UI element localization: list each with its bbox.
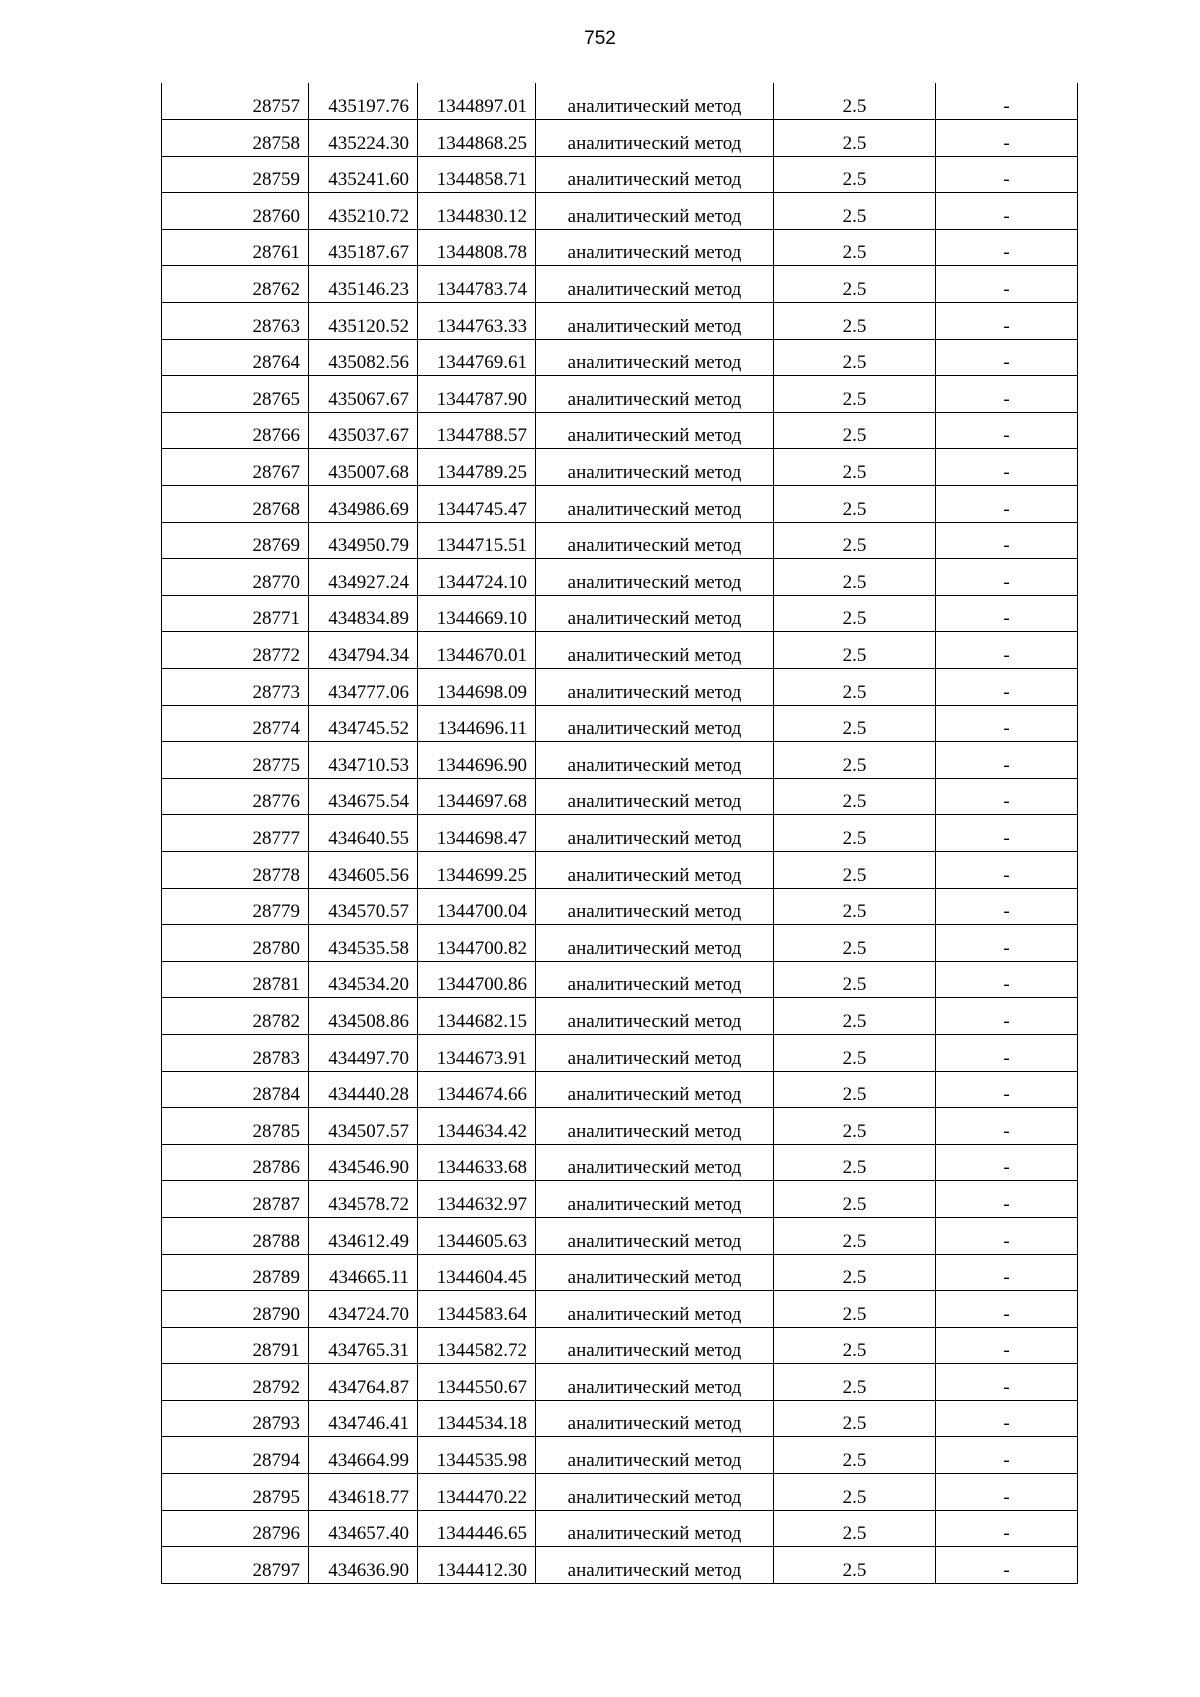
x-coordinate-cell: 434746.41 bbox=[309, 1400, 418, 1437]
description-cell: - bbox=[936, 1474, 1078, 1511]
method-cell: аналитический метод bbox=[536, 1071, 774, 1108]
point-number-cell: 28779 bbox=[162, 888, 309, 925]
point-number-cell: 28759 bbox=[162, 156, 309, 193]
x-coordinate-cell: 435120.52 bbox=[309, 303, 418, 340]
table-row bbox=[162, 156, 1078, 193]
table-row bbox=[162, 1400, 1078, 1437]
x-coordinate-cell: 435224.30 bbox=[309, 120, 418, 157]
accuracy-cell: 2.5 bbox=[774, 266, 936, 303]
table-row bbox=[162, 669, 1078, 706]
point-number-cell: 28777 bbox=[162, 815, 309, 852]
table-row bbox=[162, 1071, 1078, 1108]
method-cell: аналитический метод bbox=[536, 1034, 774, 1071]
method-cell: аналитический метод bbox=[536, 229, 774, 266]
accuracy-cell: 2.5 bbox=[774, 83, 936, 120]
description-cell: - bbox=[936, 851, 1078, 888]
accuracy-cell: 2.5 bbox=[774, 522, 936, 559]
x-coordinate-cell: 434640.55 bbox=[309, 815, 418, 852]
x-coordinate-cell: 434440.28 bbox=[309, 1071, 418, 1108]
table-row bbox=[162, 1144, 1078, 1181]
description-cell: - bbox=[936, 486, 1078, 523]
description-cell: - bbox=[936, 1034, 1078, 1071]
x-coordinate-cell: 435187.67 bbox=[309, 229, 418, 266]
table-row bbox=[162, 925, 1078, 962]
point-number-cell: 28791 bbox=[162, 1327, 309, 1364]
method-cell: аналитический метод bbox=[536, 632, 774, 669]
point-number-cell: 28761 bbox=[162, 229, 309, 266]
y-coordinate-cell: 1344763.33 bbox=[418, 303, 536, 340]
point-number-cell: 28787 bbox=[162, 1181, 309, 1218]
y-coordinate-cell: 1344698.09 bbox=[418, 669, 536, 706]
point-number-cell: 28788 bbox=[162, 1217, 309, 1254]
table-row bbox=[162, 778, 1078, 815]
x-coordinate-cell: 434570.57 bbox=[309, 888, 418, 925]
point-number-cell: 28794 bbox=[162, 1437, 309, 1474]
accuracy-cell: 2.5 bbox=[774, 120, 936, 157]
method-cell: аналитический метод bbox=[536, 339, 774, 376]
y-coordinate-cell: 1344696.11 bbox=[418, 705, 536, 742]
point-number-cell: 28785 bbox=[162, 1108, 309, 1145]
description-cell: - bbox=[936, 669, 1078, 706]
accuracy-cell: 2.5 bbox=[774, 193, 936, 230]
accuracy-cell: 2.5 bbox=[774, 778, 936, 815]
y-coordinate-cell: 1344632.97 bbox=[418, 1181, 536, 1218]
x-coordinate-cell: 435037.67 bbox=[309, 412, 418, 449]
point-number-cell: 28783 bbox=[162, 1034, 309, 1071]
y-coordinate-cell: 1344550.67 bbox=[418, 1364, 536, 1401]
point-number-cell: 28781 bbox=[162, 961, 309, 998]
point-number-cell: 28784 bbox=[162, 1071, 309, 1108]
method-cell: аналитический метод bbox=[536, 669, 774, 706]
accuracy-cell: 2.5 bbox=[774, 1291, 936, 1328]
table-row bbox=[162, 961, 1078, 998]
method-cell: аналитический метод bbox=[536, 925, 774, 962]
accuracy-cell: 2.5 bbox=[774, 888, 936, 925]
x-coordinate-cell: 434534.20 bbox=[309, 961, 418, 998]
table-row bbox=[162, 1034, 1078, 1071]
method-cell: аналитический метод bbox=[536, 595, 774, 632]
description-cell: - bbox=[936, 412, 1078, 449]
x-coordinate-cell: 434724.70 bbox=[309, 1291, 418, 1328]
point-number-cell: 28773 bbox=[162, 669, 309, 706]
y-coordinate-cell: 1344604.45 bbox=[418, 1254, 536, 1291]
point-number-cell: 28776 bbox=[162, 778, 309, 815]
accuracy-cell: 2.5 bbox=[774, 1071, 936, 1108]
accuracy-cell: 2.5 bbox=[774, 1474, 936, 1511]
y-coordinate-cell: 1344769.61 bbox=[418, 339, 536, 376]
y-coordinate-cell: 1344633.68 bbox=[418, 1144, 536, 1181]
accuracy-cell: 2.5 bbox=[774, 851, 936, 888]
y-coordinate-cell: 1344446.65 bbox=[418, 1510, 536, 1547]
accuracy-cell: 2.5 bbox=[774, 1327, 936, 1364]
description-cell: - bbox=[936, 376, 1078, 413]
y-coordinate-cell: 1344897.01 bbox=[418, 83, 536, 120]
point-number-cell: 28762 bbox=[162, 266, 309, 303]
method-cell: аналитический метод bbox=[536, 1144, 774, 1181]
point-number-cell: 28775 bbox=[162, 742, 309, 779]
point-number-cell: 28769 bbox=[162, 522, 309, 559]
method-cell: аналитический метод bbox=[536, 705, 774, 742]
description-cell: - bbox=[936, 961, 1078, 998]
page-number: 752 bbox=[584, 28, 616, 49]
description-cell: - bbox=[936, 1437, 1078, 1474]
x-coordinate-cell: 435067.67 bbox=[309, 376, 418, 413]
description-cell: - bbox=[936, 888, 1078, 925]
y-coordinate-cell: 1344783.74 bbox=[418, 266, 536, 303]
point-number-cell: 28758 bbox=[162, 120, 309, 157]
table-row bbox=[162, 851, 1078, 888]
table-row bbox=[162, 486, 1078, 523]
coordinates-table bbox=[161, 83, 1078, 1584]
method-cell: аналитический метод bbox=[536, 266, 774, 303]
description-cell: - bbox=[936, 83, 1078, 120]
y-coordinate-cell: 1344583.64 bbox=[418, 1291, 536, 1328]
description-cell: - bbox=[936, 1071, 1078, 1108]
table-row bbox=[162, 266, 1078, 303]
table-row bbox=[162, 632, 1078, 669]
description-cell: - bbox=[936, 742, 1078, 779]
y-coordinate-cell: 1344700.86 bbox=[418, 961, 536, 998]
y-coordinate-cell: 1344699.25 bbox=[418, 851, 536, 888]
accuracy-cell: 2.5 bbox=[774, 815, 936, 852]
accuracy-cell: 2.5 bbox=[774, 1181, 936, 1218]
x-coordinate-cell: 434657.40 bbox=[309, 1510, 418, 1547]
y-coordinate-cell: 1344582.72 bbox=[418, 1327, 536, 1364]
table-row bbox=[162, 339, 1078, 376]
description-cell: - bbox=[936, 1400, 1078, 1437]
accuracy-cell: 2.5 bbox=[774, 1144, 936, 1181]
table-row bbox=[162, 705, 1078, 742]
accuracy-cell: 2.5 bbox=[774, 1510, 936, 1547]
y-coordinate-cell: 1344697.68 bbox=[418, 778, 536, 815]
y-coordinate-cell: 1344700.82 bbox=[418, 925, 536, 962]
y-coordinate-cell: 1344808.78 bbox=[418, 229, 536, 266]
table-row bbox=[162, 1217, 1078, 1254]
accuracy-cell: 2.5 bbox=[774, 449, 936, 486]
table-row bbox=[162, 1254, 1078, 1291]
x-coordinate-cell: 434612.49 bbox=[309, 1217, 418, 1254]
accuracy-cell: 2.5 bbox=[774, 1108, 936, 1145]
y-coordinate-cell: 1344605.63 bbox=[418, 1217, 536, 1254]
x-coordinate-cell: 434765.31 bbox=[309, 1327, 418, 1364]
table-row bbox=[162, 412, 1078, 449]
y-coordinate-cell: 1344669.10 bbox=[418, 595, 536, 632]
method-cell: аналитический метод bbox=[536, 522, 774, 559]
x-coordinate-cell: 434950.79 bbox=[309, 522, 418, 559]
method-cell: аналитический метод bbox=[536, 1254, 774, 1291]
x-coordinate-cell: 434764.87 bbox=[309, 1364, 418, 1401]
table-row bbox=[162, 522, 1078, 559]
x-coordinate-cell: 434927.24 bbox=[309, 559, 418, 596]
table-row bbox=[162, 1474, 1078, 1511]
point-number-cell: 28770 bbox=[162, 559, 309, 596]
point-number-cell: 28768 bbox=[162, 486, 309, 523]
table-row bbox=[162, 193, 1078, 230]
y-coordinate-cell: 1344673.91 bbox=[418, 1034, 536, 1071]
description-cell: - bbox=[936, 266, 1078, 303]
point-number-cell: 28789 bbox=[162, 1254, 309, 1291]
y-coordinate-cell: 1344868.25 bbox=[418, 120, 536, 157]
description-cell: - bbox=[936, 1254, 1078, 1291]
x-coordinate-cell: 434636.90 bbox=[309, 1547, 418, 1584]
x-coordinate-cell: 434777.06 bbox=[309, 669, 418, 706]
description-cell: - bbox=[936, 1327, 1078, 1364]
table-row bbox=[162, 998, 1078, 1035]
description-cell: - bbox=[936, 193, 1078, 230]
point-number-cell: 28771 bbox=[162, 595, 309, 632]
accuracy-cell: 2.5 bbox=[774, 1364, 936, 1401]
table-row bbox=[162, 1510, 1078, 1547]
x-coordinate-cell: 434497.70 bbox=[309, 1034, 418, 1071]
table-row bbox=[162, 1327, 1078, 1364]
y-coordinate-cell: 1344700.04 bbox=[418, 888, 536, 925]
table-row bbox=[162, 229, 1078, 266]
x-coordinate-cell: 434834.89 bbox=[309, 595, 418, 632]
accuracy-cell: 2.5 bbox=[774, 998, 936, 1035]
point-number-cell: 28767 bbox=[162, 449, 309, 486]
accuracy-cell: 2.5 bbox=[774, 1254, 936, 1291]
y-coordinate-cell: 1344696.90 bbox=[418, 742, 536, 779]
method-cell: аналитический метод bbox=[536, 83, 774, 120]
method-cell: аналитический метод bbox=[536, 778, 774, 815]
accuracy-cell: 2.5 bbox=[774, 486, 936, 523]
method-cell: аналитический метод bbox=[536, 1291, 774, 1328]
method-cell: аналитический метод bbox=[536, 1108, 774, 1145]
method-cell: аналитический метод bbox=[536, 1181, 774, 1218]
x-coordinate-cell: 434535.58 bbox=[309, 925, 418, 962]
x-coordinate-cell: 435082.56 bbox=[309, 339, 418, 376]
accuracy-cell: 2.5 bbox=[774, 742, 936, 779]
accuracy-cell: 2.5 bbox=[774, 669, 936, 706]
accuracy-cell: 2.5 bbox=[774, 412, 936, 449]
x-coordinate-cell: 434986.69 bbox=[309, 486, 418, 523]
y-coordinate-cell: 1344670.01 bbox=[418, 632, 536, 669]
description-cell: - bbox=[936, 778, 1078, 815]
method-cell: аналитический метод bbox=[536, 1510, 774, 1547]
table-row bbox=[162, 742, 1078, 779]
description-cell: - bbox=[936, 1217, 1078, 1254]
method-cell: аналитический метод bbox=[536, 156, 774, 193]
point-number-cell: 28763 bbox=[162, 303, 309, 340]
x-coordinate-cell: 434664.99 bbox=[309, 1437, 418, 1474]
method-cell: аналитический метод bbox=[536, 449, 774, 486]
y-coordinate-cell: 1344634.42 bbox=[418, 1108, 536, 1145]
description-cell: - bbox=[936, 522, 1078, 559]
point-number-cell: 28764 bbox=[162, 339, 309, 376]
description-cell: - bbox=[936, 303, 1078, 340]
accuracy-cell: 2.5 bbox=[774, 595, 936, 632]
y-coordinate-cell: 1344715.51 bbox=[418, 522, 536, 559]
point-number-cell: 28774 bbox=[162, 705, 309, 742]
x-coordinate-cell: 434710.53 bbox=[309, 742, 418, 779]
accuracy-cell: 2.5 bbox=[774, 559, 936, 596]
point-number-cell: 28772 bbox=[162, 632, 309, 669]
method-cell: аналитический метод bbox=[536, 815, 774, 852]
x-coordinate-cell: 435210.72 bbox=[309, 193, 418, 230]
accuracy-cell: 2.5 bbox=[774, 1437, 936, 1474]
y-coordinate-cell: 1344682.15 bbox=[418, 998, 536, 1035]
description-cell: - bbox=[936, 705, 1078, 742]
y-coordinate-cell: 1344412.30 bbox=[418, 1547, 536, 1584]
x-coordinate-cell: 435007.68 bbox=[309, 449, 418, 486]
description-cell: - bbox=[936, 449, 1078, 486]
x-coordinate-cell: 435241.60 bbox=[309, 156, 418, 193]
method-cell: аналитический метод bbox=[536, 376, 774, 413]
method-cell: аналитический метод bbox=[536, 303, 774, 340]
accuracy-cell: 2.5 bbox=[774, 925, 936, 962]
table-row bbox=[162, 83, 1078, 120]
table-row bbox=[162, 1291, 1078, 1328]
point-number-cell: 28760 bbox=[162, 193, 309, 230]
x-coordinate-cell: 434794.34 bbox=[309, 632, 418, 669]
description-cell: - bbox=[936, 1364, 1078, 1401]
method-cell: аналитический метод bbox=[536, 1437, 774, 1474]
table-row bbox=[162, 120, 1078, 157]
y-coordinate-cell: 1344745.47 bbox=[418, 486, 536, 523]
method-cell: аналитический метод bbox=[536, 1364, 774, 1401]
method-cell: аналитический метод bbox=[536, 961, 774, 998]
y-coordinate-cell: 1344674.66 bbox=[418, 1071, 536, 1108]
point-number-cell: 28790 bbox=[162, 1291, 309, 1328]
coordinates-table-body bbox=[162, 83, 1078, 1583]
description-cell: - bbox=[936, 998, 1078, 1035]
method-cell: аналитический метод bbox=[536, 1474, 774, 1511]
table-row bbox=[162, 1181, 1078, 1218]
table-row bbox=[162, 1364, 1078, 1401]
method-cell: аналитический метод bbox=[536, 888, 774, 925]
description-cell: - bbox=[936, 120, 1078, 157]
x-coordinate-cell: 434578.72 bbox=[309, 1181, 418, 1218]
method-cell: аналитический метод bbox=[536, 120, 774, 157]
description-cell: - bbox=[936, 925, 1078, 962]
table-row bbox=[162, 1108, 1078, 1145]
point-number-cell: 28765 bbox=[162, 376, 309, 413]
accuracy-cell: 2.5 bbox=[774, 229, 936, 266]
x-coordinate-cell: 434665.11 bbox=[309, 1254, 418, 1291]
accuracy-cell: 2.5 bbox=[774, 156, 936, 193]
description-cell: - bbox=[936, 1108, 1078, 1145]
accuracy-cell: 2.5 bbox=[774, 632, 936, 669]
method-cell: аналитический метод bbox=[536, 1547, 774, 1584]
x-coordinate-cell: 434618.77 bbox=[309, 1474, 418, 1511]
point-number-cell: 28796 bbox=[162, 1510, 309, 1547]
y-coordinate-cell: 1344789.25 bbox=[418, 449, 536, 486]
x-coordinate-cell: 434508.86 bbox=[309, 998, 418, 1035]
method-cell: аналитический метод bbox=[536, 851, 774, 888]
method-cell: аналитический метод bbox=[536, 193, 774, 230]
description-cell: - bbox=[936, 1181, 1078, 1218]
description-cell: - bbox=[936, 156, 1078, 193]
point-number-cell: 28792 bbox=[162, 1364, 309, 1401]
y-coordinate-cell: 1344724.10 bbox=[418, 559, 536, 596]
point-number-cell: 28795 bbox=[162, 1474, 309, 1511]
table-row bbox=[162, 449, 1078, 486]
description-cell: - bbox=[936, 632, 1078, 669]
y-coordinate-cell: 1344534.18 bbox=[418, 1400, 536, 1437]
x-coordinate-cell: 435197.76 bbox=[309, 83, 418, 120]
accuracy-cell: 2.5 bbox=[774, 1547, 936, 1584]
description-cell: - bbox=[936, 1510, 1078, 1547]
description-cell: - bbox=[936, 1547, 1078, 1584]
description-cell: - bbox=[936, 1144, 1078, 1181]
accuracy-cell: 2.5 bbox=[774, 1400, 936, 1437]
table-row bbox=[162, 376, 1078, 413]
table-row bbox=[162, 1547, 1078, 1584]
accuracy-cell: 2.5 bbox=[774, 339, 936, 376]
y-coordinate-cell: 1344470.22 bbox=[418, 1474, 536, 1511]
x-coordinate-cell: 435146.23 bbox=[309, 266, 418, 303]
accuracy-cell: 2.5 bbox=[774, 961, 936, 998]
y-coordinate-cell: 1344830.12 bbox=[418, 193, 536, 230]
method-cell: аналитический метод bbox=[536, 412, 774, 449]
table-row bbox=[162, 595, 1078, 632]
method-cell: аналитический метод bbox=[536, 1327, 774, 1364]
method-cell: аналитический метод bbox=[536, 1400, 774, 1437]
table-row bbox=[162, 888, 1078, 925]
table-row bbox=[162, 559, 1078, 596]
point-number-cell: 28786 bbox=[162, 1144, 309, 1181]
accuracy-cell: 2.5 bbox=[774, 1217, 936, 1254]
description-cell: - bbox=[936, 339, 1078, 376]
y-coordinate-cell: 1344698.47 bbox=[418, 815, 536, 852]
y-coordinate-cell: 1344858.71 bbox=[418, 156, 536, 193]
method-cell: аналитический метод bbox=[536, 998, 774, 1035]
point-number-cell: 28797 bbox=[162, 1547, 309, 1584]
table-row bbox=[162, 1437, 1078, 1474]
point-number-cell: 28780 bbox=[162, 925, 309, 962]
method-cell: аналитический метод bbox=[536, 742, 774, 779]
accuracy-cell: 2.5 bbox=[774, 303, 936, 340]
point-number-cell: 28793 bbox=[162, 1400, 309, 1437]
x-coordinate-cell: 434605.56 bbox=[309, 851, 418, 888]
accuracy-cell: 2.5 bbox=[774, 705, 936, 742]
table-row bbox=[162, 815, 1078, 852]
y-coordinate-cell: 1344787.90 bbox=[418, 376, 536, 413]
point-number-cell: 28782 bbox=[162, 998, 309, 1035]
method-cell: аналитический метод bbox=[536, 559, 774, 596]
description-cell: - bbox=[936, 1291, 1078, 1328]
description-cell: - bbox=[936, 815, 1078, 852]
method-cell: аналитический метод bbox=[536, 1217, 774, 1254]
description-cell: - bbox=[936, 595, 1078, 632]
point-number-cell: 28778 bbox=[162, 851, 309, 888]
x-coordinate-cell: 434507.57 bbox=[309, 1108, 418, 1145]
point-number-cell: 28757 bbox=[162, 83, 309, 120]
x-coordinate-cell: 434675.54 bbox=[309, 778, 418, 815]
description-cell: - bbox=[936, 559, 1078, 596]
method-cell: аналитический метод bbox=[536, 486, 774, 523]
x-coordinate-cell: 434546.90 bbox=[309, 1144, 418, 1181]
description-cell: - bbox=[936, 229, 1078, 266]
y-coordinate-cell: 1344788.57 bbox=[418, 412, 536, 449]
accuracy-cell: 2.5 bbox=[774, 376, 936, 413]
x-coordinate-cell: 434745.52 bbox=[309, 705, 418, 742]
y-coordinate-cell: 1344535.98 bbox=[418, 1437, 536, 1474]
point-number-cell: 28766 bbox=[162, 412, 309, 449]
table-row bbox=[162, 303, 1078, 340]
accuracy-cell: 2.5 bbox=[774, 1034, 936, 1071]
